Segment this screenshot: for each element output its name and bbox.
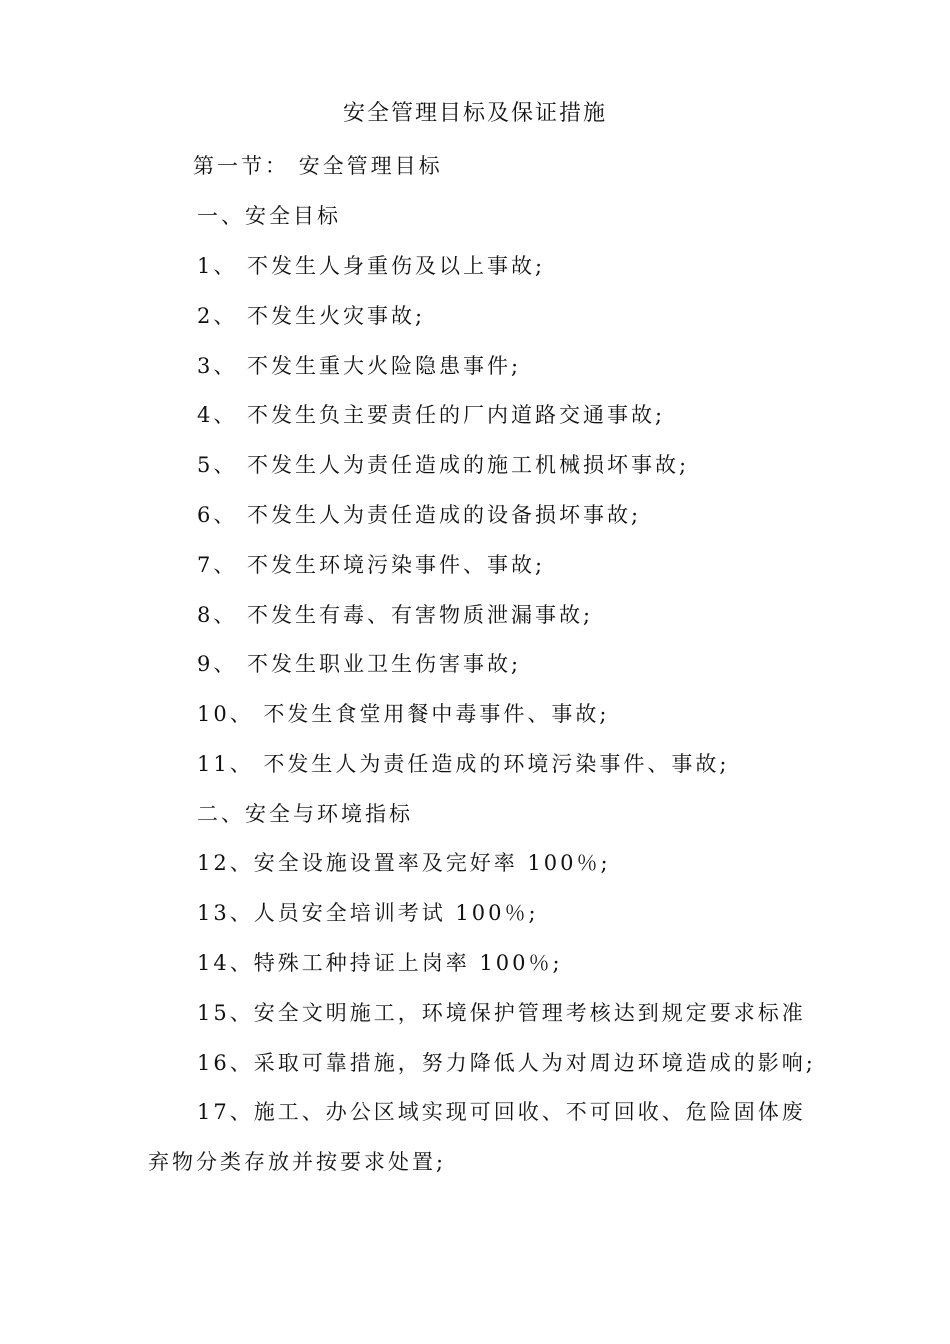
list-item-continuation: 弃物分类存放并按要求处置; bbox=[148, 1150, 447, 1174]
section-heading: 第一节： 安全管理目标 bbox=[193, 154, 443, 178]
list-item: 14、特殊工种持证上岗率 100％; bbox=[197, 951, 563, 975]
list-item: 12、安全设施设置率及完好率 100％; bbox=[197, 851, 611, 875]
list-item: 7、 不发生环境污染事件、事故; bbox=[197, 553, 546, 577]
part2-heading: 二、安全与环境指标 bbox=[197, 802, 413, 826]
document-title: 安全管理目标及保证措施 bbox=[342, 101, 607, 126]
list-item: 10、 不发生食堂用餐中毒事件、事故; bbox=[197, 702, 610, 726]
list-item: 9、 不发生职业卫生伤害事故; bbox=[197, 652, 522, 676]
list-item: 17、施工、办公区域实现可回收、不可回收、危险固体废 bbox=[197, 1100, 806, 1124]
list-item: 2、 不发生火灾事故; bbox=[197, 304, 426, 328]
list-item: 4、 不发生负主要责任的厂内道路交通事故; bbox=[197, 403, 666, 427]
list-item: 1、 不发生人身重伤及以上事故; bbox=[197, 254, 546, 278]
list-item: 5、 不发生人为责任造成的施工机械损坏事故; bbox=[197, 453, 690, 477]
part1-heading: 一、安全目标 bbox=[197, 204, 341, 228]
list-item: 11、 不发生人为责任造成的环境污染事件、事故; bbox=[197, 752, 730, 776]
list-item: 15、安全文明施工，环境保护管理考核达到规定要求标准 bbox=[197, 1001, 806, 1025]
list-item: 13、人员安全培训考试 100％; bbox=[197, 901, 539, 925]
list-item: 16、采取可靠措施，努力降低人为对周边环境造成的影响; bbox=[197, 1051, 816, 1075]
list-item: 3、 不发生重大火险隐患事件; bbox=[197, 354, 522, 378]
list-item: 8、 不发生有毒、有害物质泄漏事故; bbox=[197, 603, 594, 627]
list-item: 6、 不发生人为责任造成的设备损坏事故; bbox=[197, 503, 642, 527]
